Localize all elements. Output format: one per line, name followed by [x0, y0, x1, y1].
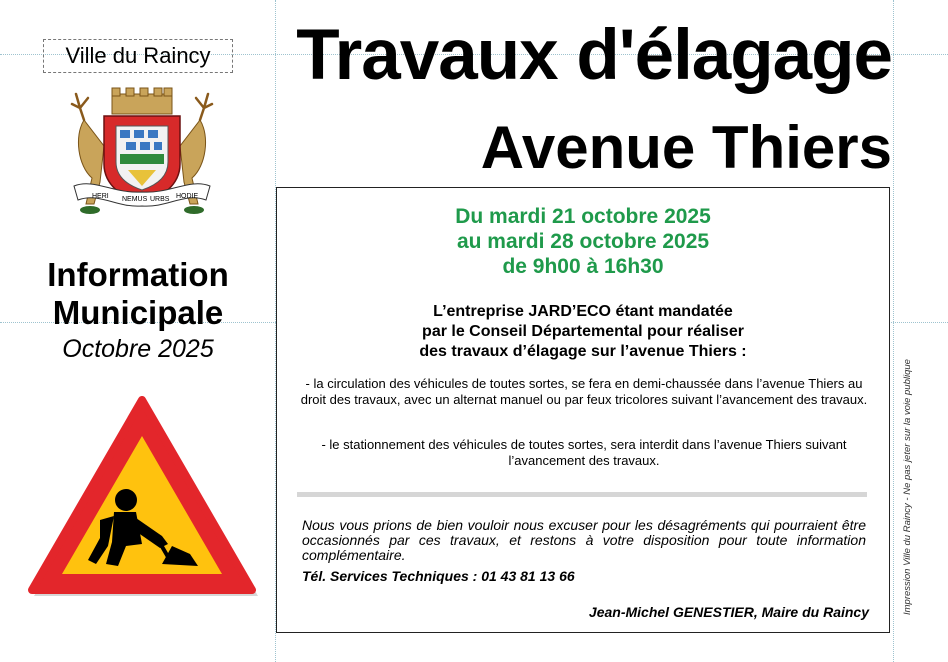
mandate-text	[277, 302, 889, 362]
motto-word: NEMUS	[122, 196, 148, 203]
work-dates	[277, 204, 889, 279]
notice-box	[276, 187, 890, 633]
parking-restriction-item: - le stationnement des véhicules de toutes sortes, sera interdit dans l’avenue Thiers suivant l’avancement des travaux.	[321, 437, 847, 468]
info-title-line: Municipale	[52, 294, 224, 331]
roadworks-warning-icon	[22, 396, 262, 608]
contact-phone: Tél. Services Techniques : 01 43 81 13 66	[302, 568, 575, 584]
mandate-line: par le Conseil Départemental pour réaliser	[422, 323, 744, 340]
guide-line	[893, 0, 894, 662]
motto-word: HODIE	[176, 193, 199, 200]
date-line: au mardi 28 octobre 2025	[456, 230, 710, 253]
motto-word: HERI	[92, 193, 109, 200]
mayor-signature: Jean-Michel GENESTIER, Maire du Raincy	[588, 604, 869, 620]
mandate-line: L’entreprise JARD’ECO étant mandatée	[433, 303, 733, 320]
date-line: de 9h00 à 16h30	[502, 255, 664, 278]
coat-of-arms-icon	[64, 86, 220, 220]
city-name-label: Ville du Raincy	[43, 39, 233, 73]
page-subtitle: Avenue Thiers	[480, 114, 892, 181]
page-title: Travaux d'élagage	[296, 16, 892, 95]
info-title-line: Information	[47, 256, 229, 293]
motto-word: URBS	[150, 196, 170, 203]
divider	[297, 492, 867, 497]
traffic-restriction-item: - la circulation des véhicules de toutes sortes, se fera en demi-chaussée dans l’avenue Thiers au droit des travaux, avec un alternat manuel ou par feux tricolores suivant l’avancement des travaux.	[300, 376, 868, 407]
date-line: Du mardi 21 octobre 2025	[455, 205, 711, 228]
apology-text: Nous vous prions de bien vouloir nous excuser pour les désagréments qui pourraient être occasionnés par ces travaux, et restons à votre disposition pour toute information complémentaire.	[302, 517, 866, 563]
info-title	[20, 256, 256, 332]
print-note: Impression Ville du Raincy - Ne pas jeter sur la voie publique	[902, 359, 913, 615]
info-date: Octobre 2025	[62, 335, 214, 363]
mandate-line: des travaux d’élagage sur l’avenue Thiers :	[419, 343, 747, 360]
